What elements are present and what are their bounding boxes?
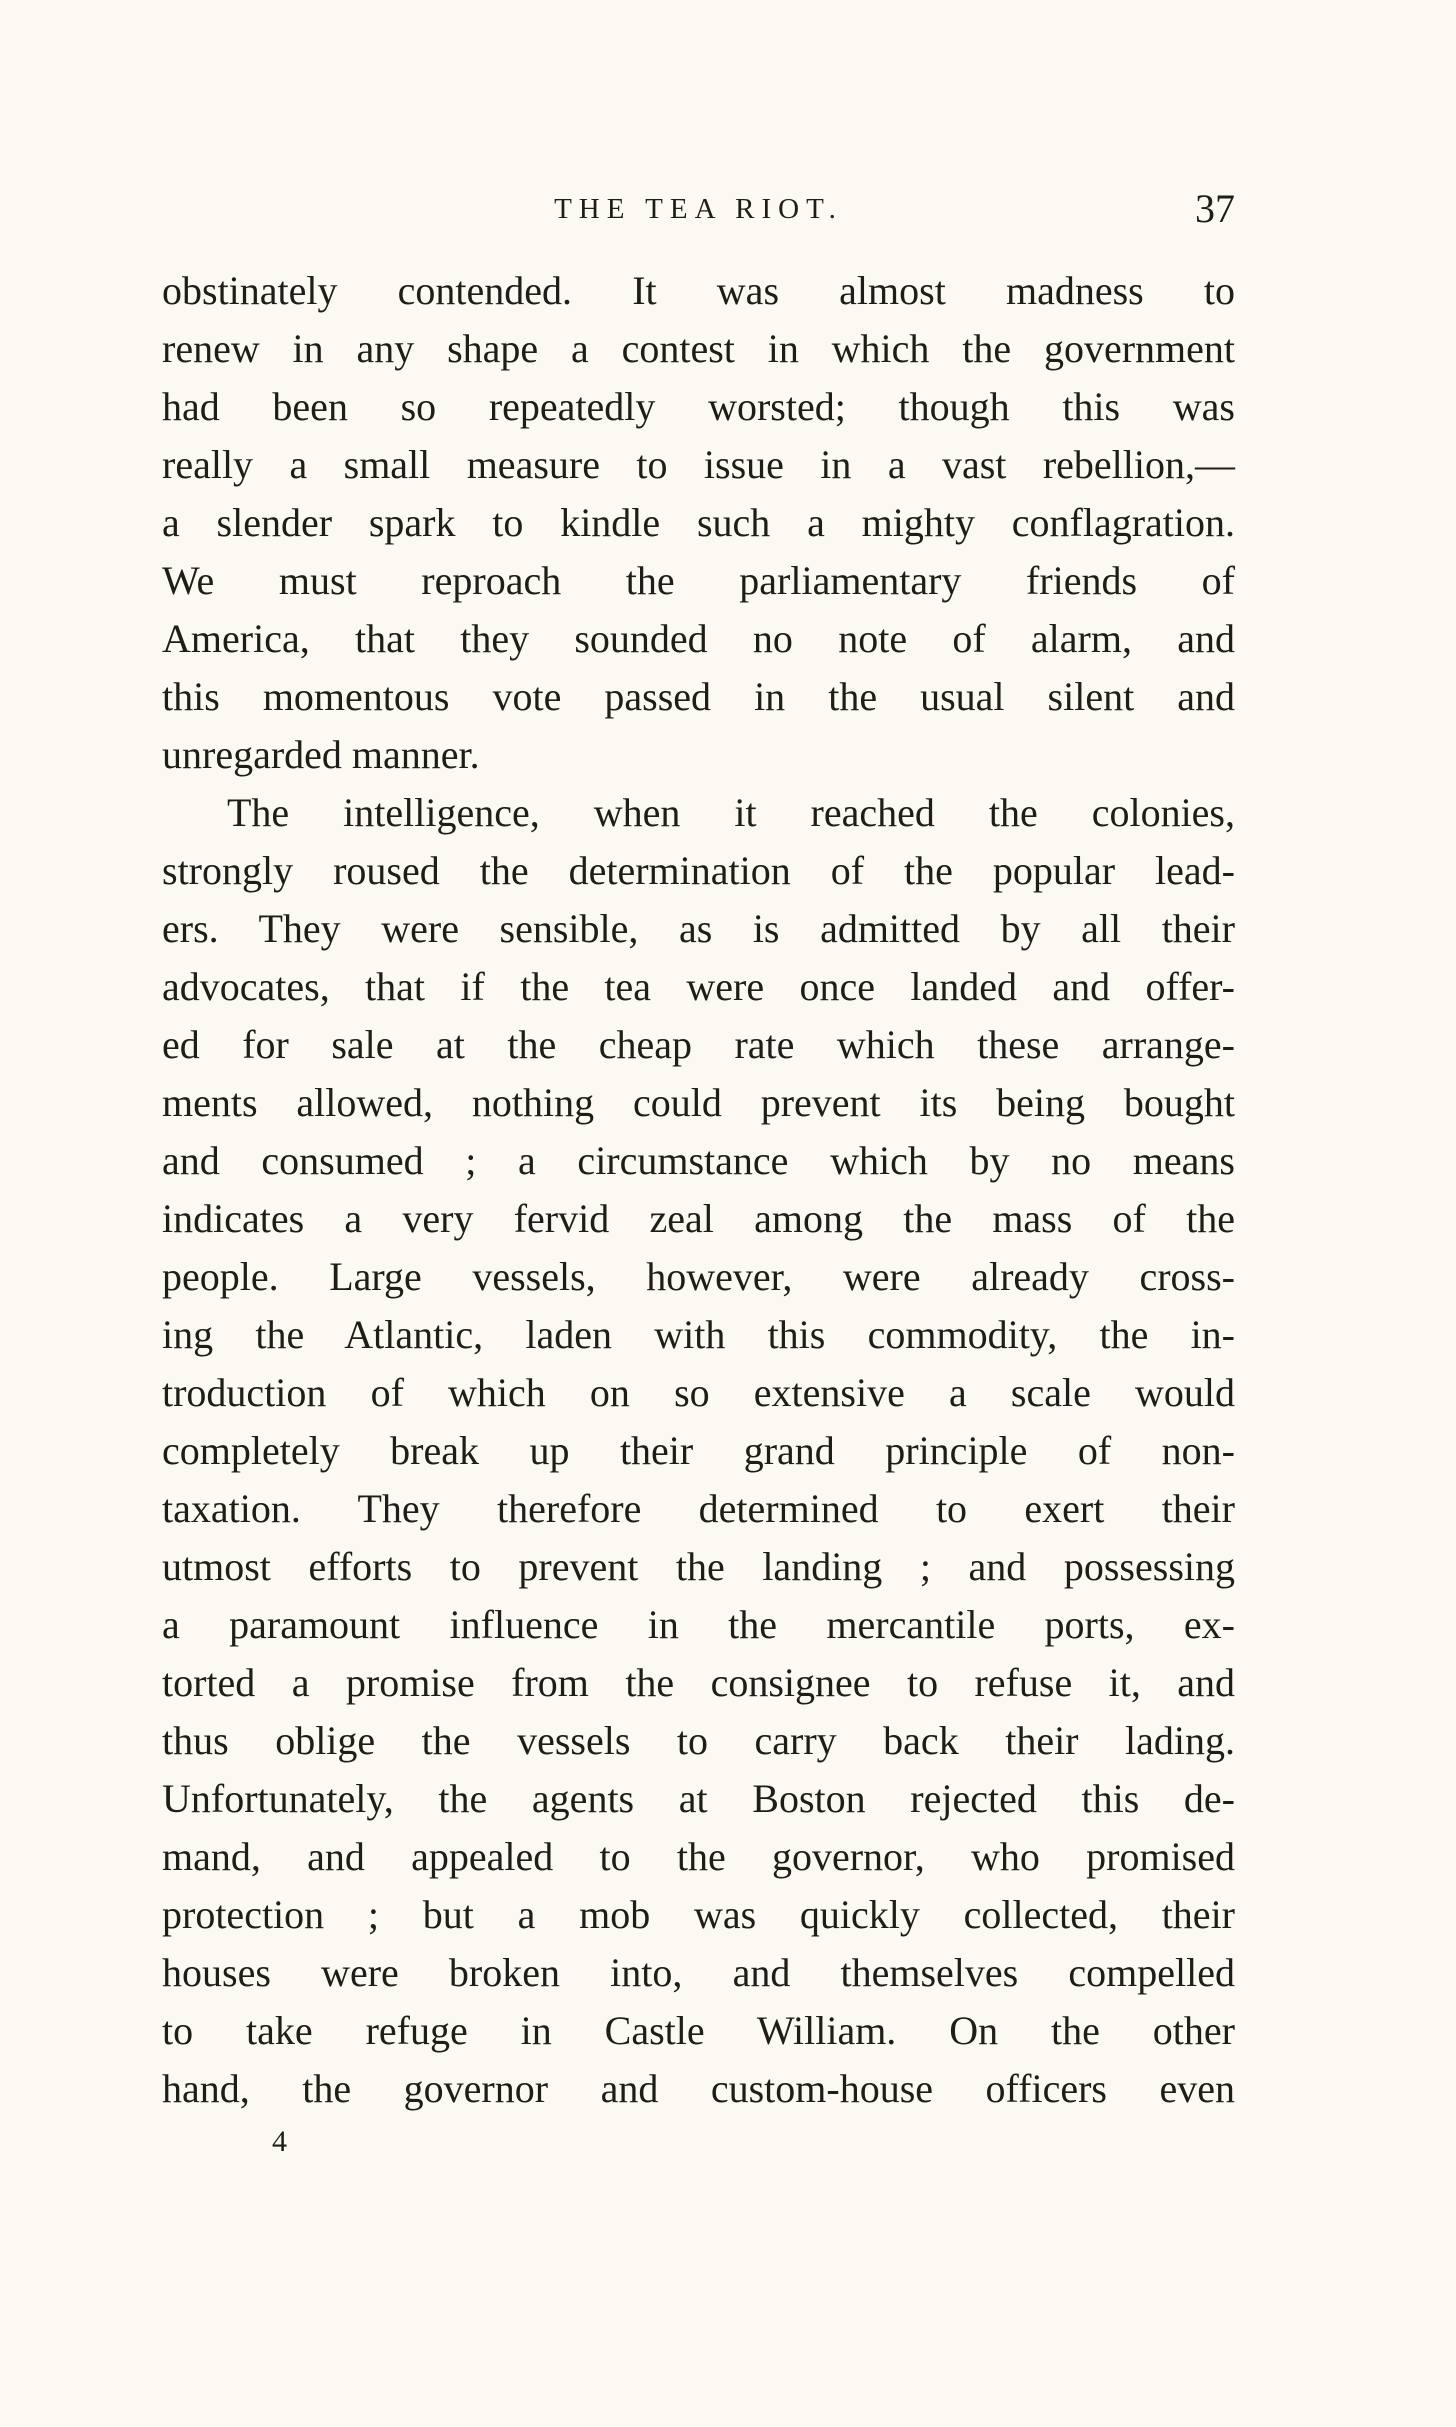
text-line: taxation. They therefore determined to exert their xyxy=(162,1486,1235,1531)
text-line: thus oblige the vessels to carry back their lading. xyxy=(162,1718,1235,1763)
running-head xyxy=(162,185,1235,235)
text-line: ed for sale at the cheap rate which these arrange- xyxy=(162,1022,1235,1067)
text-line: We must reproach the parliamentary friends of xyxy=(162,558,1235,603)
page-number: 37 xyxy=(1195,186,1235,231)
text-line: and consumed ; a circumstance which by no means xyxy=(162,1138,1235,1183)
signature-mark: 4 xyxy=(272,2125,287,2158)
text-line: ing the Atlantic, laden with this commodity, the in- xyxy=(162,1312,1235,1357)
text-line: torted a promise from the consignee to refuse it, and xyxy=(162,1660,1235,1705)
text-line: a paramount influence in the mercantile ports, ex- xyxy=(162,1602,1235,1647)
text-line: completely break up their grand principle of non- xyxy=(162,1428,1235,1473)
text-line: to take refuge in Castle William. On the other xyxy=(162,2008,1235,2053)
text-line: ments allowed, nothing could prevent its being bought xyxy=(162,1080,1235,1125)
text-line: really a small measure to issue in a vast rebellion,— xyxy=(162,442,1235,487)
text-line: a slender spark to kindle such a mighty conflagration. xyxy=(162,500,1235,545)
running-title: THE TEA RIOT. xyxy=(554,193,843,225)
text-line: people. Large vessels, however, were already cross- xyxy=(162,1254,1235,1299)
text-line: protection ; but a mob was quickly collected, their xyxy=(162,1892,1235,1937)
text-line: renew in any shape a contest in which the government xyxy=(162,326,1235,371)
body-text xyxy=(162,262,1235,2118)
text-line: utmost efforts to prevent the landing ; and possessing xyxy=(162,1544,1235,1589)
text-line: indicates a very fervid zeal among the mass of the xyxy=(162,1196,1235,1241)
text-line: troduction of which on so extensive a scale would xyxy=(162,1370,1235,1415)
text-line: ers. They were sensible, as is admitted by all their xyxy=(162,906,1235,951)
text-line: houses were broken into, and themselves compelled xyxy=(162,1950,1235,1995)
text-line: this momentous vote passed in the usual silent and xyxy=(162,674,1235,719)
paragraph-end-line: unregarded manner. xyxy=(162,732,480,777)
text-line: strongly roused the determination of the popular lead- xyxy=(162,848,1235,893)
text-line: advocates, that if the tea were once landed and offer- xyxy=(162,964,1235,1009)
text-line: Unfortunately, the agents at Boston rejected this de- xyxy=(162,1776,1235,1821)
text-line: America, that they sounded no note of alarm, and xyxy=(162,616,1235,661)
text-line: had been so repeatedly worsted; though this was xyxy=(162,384,1235,429)
paragraph-first-line: The intelligence, when it reached the colonies, xyxy=(227,790,1235,835)
text-line: obstinately contended. It was almost madness to xyxy=(162,268,1235,313)
text-line: hand, the governor and custom-house officers even xyxy=(162,2066,1235,2111)
text-line: mand, and appealed to the governor, who promised xyxy=(162,1834,1235,1879)
